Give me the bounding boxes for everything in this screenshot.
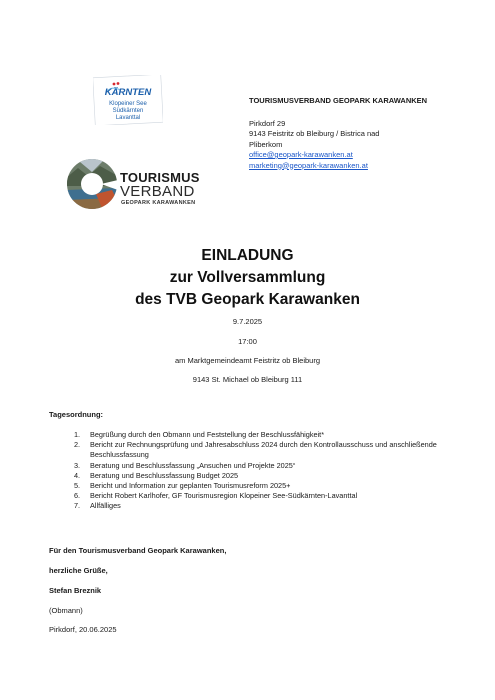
city-line-2: Pliberkom xyxy=(249,139,283,149)
street-address: Pirkdorf 29 xyxy=(249,118,286,128)
tvb-wordmark-geopark: GEOPARK KARAWANKEN xyxy=(121,200,196,206)
agenda-item xyxy=(49,440,444,460)
office-email-link[interactable]: office@geopark-karawanken.at xyxy=(249,150,353,159)
agenda-item-text: Bericht zur Rechnungsprüfung und Jahresabschluss 2024 durch den Kontrollausschuss und anschließende Beschlussfassung xyxy=(90,440,437,460)
agenda-item-text: Beratung und Beschlussfassung „Ansuchen und Projekte 2025“ xyxy=(90,460,296,470)
meeting-venue: am Marktgemeindeamt Feistritz ob Bleiburg xyxy=(174,356,321,365)
closing-greeting: herzliche Grüße, xyxy=(49,566,108,575)
tvb-wordmark-tourismus: TOURISMUS xyxy=(120,170,200,185)
invitation-title xyxy=(60,245,435,311)
agenda-item-number: 5. xyxy=(74,481,81,491)
closing-for-org: Für den Tourismusverband Geopark Karawanken, xyxy=(49,546,227,555)
meeting-time: 17:00 xyxy=(238,337,257,346)
agenda-item-number: 7. xyxy=(74,501,81,511)
kaernten-badge-graphic xyxy=(93,75,163,125)
agenda-item-text: Beratung und Beschlussfassung Budget 2025 xyxy=(90,470,239,480)
kaernten-region-line-2: Südkärnten xyxy=(112,108,144,114)
address-block xyxy=(249,96,449,171)
marketing-email-link[interactable]: marketing@geopark-karawanken.at xyxy=(249,160,368,170)
signatory-role: (Obmann) xyxy=(49,606,83,615)
signatory-name: Stefan Breznik xyxy=(49,586,102,595)
agenda-item xyxy=(49,481,444,491)
kaernten-region-line-1: Klopeiner See xyxy=(109,101,147,107)
agenda-item xyxy=(49,471,444,481)
place-and-date: Pirkdorf, 20.06.2025 xyxy=(49,625,117,634)
agenda-item-number: 4. xyxy=(74,470,81,480)
title-line-3: des TVB Geopark Karawanken xyxy=(135,291,360,308)
city-line-1: 9143 Feistritz ob Bleiburg / Bistrica nad xyxy=(249,129,380,138)
meeting-date: 9.7.2025 xyxy=(232,317,263,326)
kaernten-region-line-3: Lavanttal xyxy=(115,115,141,121)
agenda-item xyxy=(49,491,444,501)
agenda-item xyxy=(49,461,444,471)
agenda-heading: Tagesordnung: xyxy=(49,410,104,419)
tvb-wordmark-verband: VERBAND xyxy=(120,183,195,200)
agenda-list xyxy=(49,430,444,512)
kaernten-logo xyxy=(93,75,163,125)
agenda-item-text: Begrüßung durch den Obmann und Feststellung der Beschlussfähigkeit* xyxy=(90,430,325,439)
agenda-item-number: 3. xyxy=(74,460,81,470)
title-line-2: zur Vollversammlung xyxy=(169,269,326,286)
tvb-photo-mark-icon xyxy=(66,158,118,210)
agenda-item-text: Bericht und Information zur geplanten Tourismusreform 2025+ xyxy=(90,481,291,491)
agenda-item-number: 6. xyxy=(74,491,81,501)
tvb-logo xyxy=(66,158,200,218)
agenda-item-text: Allfälliges xyxy=(90,501,121,511)
agenda-item xyxy=(49,501,444,511)
agenda-item-number: 1. xyxy=(74,430,81,439)
title-line-1: EINLADUNG xyxy=(201,247,294,264)
agenda-item-number: 2. xyxy=(74,440,81,450)
kaernten-wordmark: KÄRNTEN xyxy=(104,87,152,98)
agenda-item xyxy=(49,430,444,440)
agenda-item-text: Bericht Robert Karlhofer, GF Tourismusregion Klopeiner See-Südkärnten-Lavanttal xyxy=(90,491,358,501)
meeting-town: 9143 St. Michael ob Bleiburg 111 xyxy=(192,375,303,384)
organization-name: TOURISMUSVERBAND GEOPARK KARAWANKEN xyxy=(249,96,428,105)
